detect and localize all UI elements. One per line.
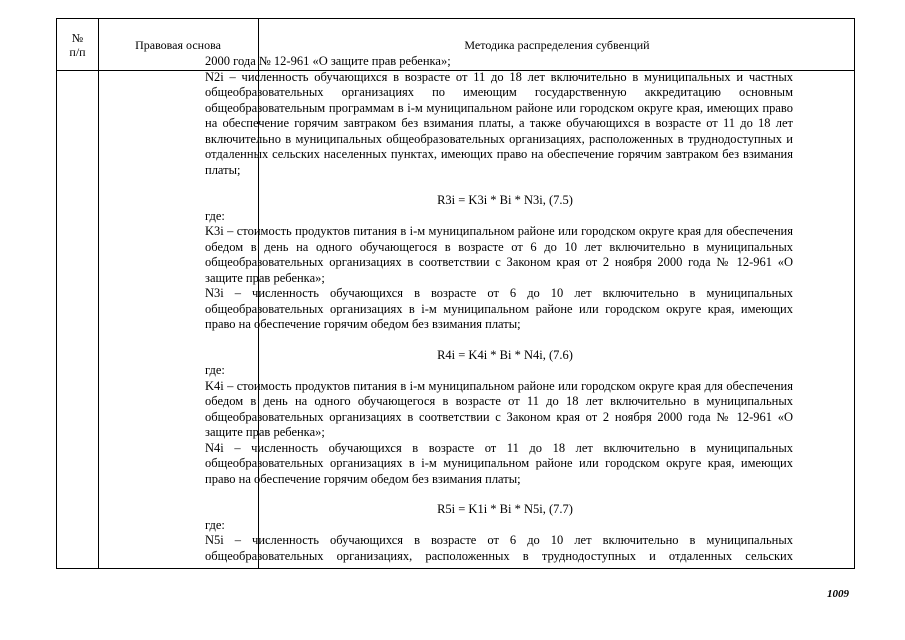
paragraph: N3i – численность обучающихся в возрасте от 6 до 10 лет включительно в муниципальных общеобразовательных организациях в i-м муниципальном районе или городском округе края, имеющих право на обеспечение горячим обедом без взимания платы;: [205, 286, 793, 331]
formula: R4i = K4i * Bi * N4i, (7.6): [437, 347, 573, 362]
header-number-cell: [57, 19, 98, 70]
column-divider: [98, 19, 99, 568]
paragraph: K3i – стоимость продуктов питания в i-м муниципальном районе или городском округе края для обеспечения обедом в день на одного обучающегося в возрасте от 6 до 10 лет включительно в муниципальных общеобразовательных организациях в соответствии с Законом края от 2 ноября 2000 года № 12-961 «О защите прав ребенка»;: [205, 224, 793, 285]
paragraph: N4i – численность обучающихся в возрасте от 11 до 18 лет включительно в муниципальных общеобразовательных организациях в i-м муниципальном районе или городском округе края, имеющих право на обеспечение горячим обедом без взимания платы;: [205, 440, 793, 486]
where-label: где:: [205, 208, 225, 223]
paragraph: N5i – численность обучающихся в возрасте от 6 до 10 лет включительно в муниципальных общеобразовательных организациях, расположенных в труднодоступных и отдаленных сельских: [205, 533, 793, 563]
methodology-text: [205, 54, 793, 564]
paragraph: 2000 года № 12-961 «О защите прав ребенка»;: [205, 54, 451, 68]
header-number-abbrev: п/п: [69, 44, 86, 59]
header-legal-basis: Правовая основа: [135, 37, 221, 52]
formula: R5i = K1i * Bi * N5i, (7.7): [437, 502, 573, 516]
header-number-symbol: №: [71, 30, 84, 45]
header-methodology: Методика распределения субвенций: [464, 37, 650, 52]
page-number: 1009: [827, 588, 849, 600]
where-label: где:: [205, 363, 225, 377]
paragraph: K4i – стоимость продуктов питания в i-м муниципальном районе или городском округе края для обеспечения обедом в день на одного обучающегося в возрасте от 11 до 18 лет включительно в муниципальных общеобразовательных организациях в соответствии с Законом края от 2 ноября 2000 года № 12-961 «О защите прав ребенка»;: [205, 378, 793, 439]
formula: R3i = K3i * Bi * N3i, (7.5): [437, 193, 573, 207]
paragraph: N2i – численность обучающихся в возрасте от 11 до 18 лет включительно в муниципальных и частных общеобразовательных организациях по имеющим государственную аккредитацию основным общеобразовательным программам в i-м муниципальном районе или городском округе края, имеющих право на обеспечение горячим завтраком без взимания платы, а также обучающихся в возрасте от 11 до 18 лет включительно в муниципальных общеобразовательных организациях, расположенных в труднодоступных и отдаленных сельских населенных пунктах, имеющих право на обеспечение горячим завтраком без взимания платы;: [205, 69, 793, 177]
where-label: где:: [205, 517, 225, 532]
